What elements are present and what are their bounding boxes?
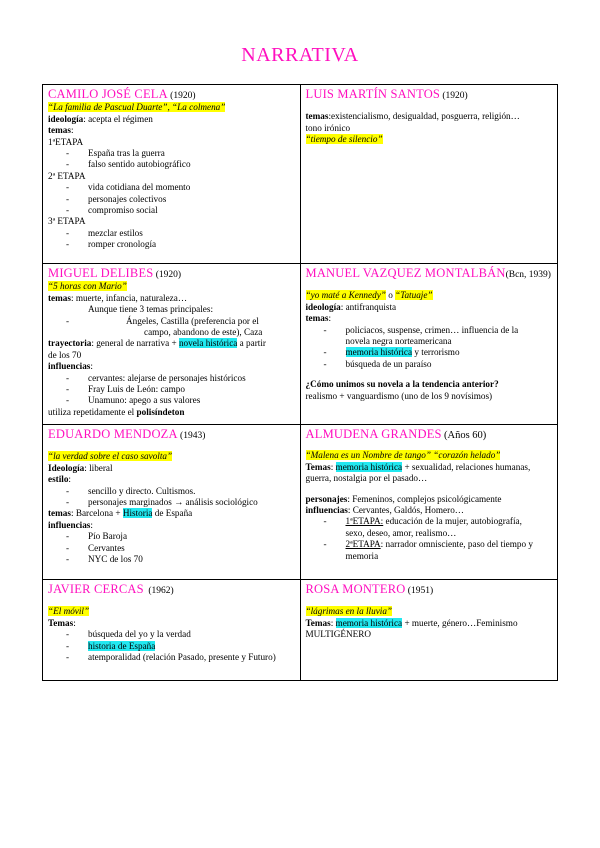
cell-cela xyxy=(43,85,301,264)
author-name: EDUARDO MENDOZA xyxy=(48,427,178,441)
works-title: “5 horas con Mario” xyxy=(48,281,127,292)
cell-cercas xyxy=(43,580,301,681)
works-title: “tiempo de silencio” xyxy=(305,134,383,145)
temas-text: + sexualidad, relaciones humanas, xyxy=(402,461,531,472)
highlight-term: Historia xyxy=(122,508,153,519)
ideologia-text: : liberal xyxy=(84,462,113,473)
highlight-term: memoria histórica xyxy=(335,617,403,628)
list-item xyxy=(48,159,295,170)
list-item-text: - atemporalidad (relación Pasado, presente y Futuro) xyxy=(88,652,276,663)
etapa-label: 3ª ETAPA xyxy=(48,216,86,227)
list-item-text: - policiacos, suspense, crimen… influencia de la xyxy=(345,324,519,335)
list-item xyxy=(48,148,295,159)
list-item-text: - vida cotidiana del momento xyxy=(88,182,191,193)
tono-text: tono irónico xyxy=(305,122,351,133)
author-name: ROSA MONTERO xyxy=(305,582,406,596)
authors-table xyxy=(42,84,558,681)
cell-montero xyxy=(300,580,558,681)
highlight-term: memoria histórica xyxy=(335,461,403,472)
trayectoria-text: a partir xyxy=(237,338,266,349)
author-name: ALMUDENA GRANDES xyxy=(305,427,442,441)
ideologia-text: : acepta el régimen xyxy=(83,113,153,124)
works-title: “El móvil” xyxy=(48,606,90,617)
author-year: (1951) xyxy=(407,586,434,596)
list-item xyxy=(48,652,295,663)
etapa-text: educación de la mujer, autobiografía, xyxy=(383,516,522,527)
list-item xyxy=(306,516,553,527)
temas-intro: Aunque tiene 3 temas principales: xyxy=(88,304,214,315)
style-term: polisíndeton xyxy=(136,406,185,417)
style-note: utiliza repetidamente el xyxy=(48,406,137,417)
list-item xyxy=(48,554,295,565)
etapa-label: 2ª ETAPA xyxy=(48,170,86,181)
list-item-text: - compromiso social xyxy=(88,205,158,216)
list-item xyxy=(48,543,295,554)
temas-text: : xyxy=(330,461,336,472)
author-name: MIGUEL DELIBES xyxy=(48,266,154,280)
works-connector: o xyxy=(385,290,396,301)
highlight-term: memoria histórica xyxy=(345,347,413,358)
label-ideologia: Ideología xyxy=(48,462,85,473)
label-influencias: influencias xyxy=(305,505,348,516)
label-ideologia: ideología xyxy=(48,113,84,124)
label-estilo: estilo xyxy=(48,474,69,485)
colon: : xyxy=(90,361,93,372)
list-item-text xyxy=(324,347,553,358)
list-item-continuation: campo, abandono de este), Caza xyxy=(144,327,263,338)
trayectoria-text: de los 70 xyxy=(48,349,82,360)
temas-text: :existencialismo, desigualdad, posguerra, religión… xyxy=(328,111,520,122)
answer-text: realismo + vanguardismo (uno de los 9 novísimos) xyxy=(305,390,493,401)
works-title: “lágrimas en la lluvia” xyxy=(305,606,393,617)
label-influencias: influencias xyxy=(48,519,91,530)
list-item-text: - falso sentido autobiográfico xyxy=(88,159,191,170)
list-item xyxy=(48,384,295,395)
label-temas: temas xyxy=(48,292,71,303)
author-meta: (Años 60) xyxy=(444,430,487,441)
list-item-text xyxy=(66,641,295,652)
label-temas: Temas xyxy=(48,617,74,628)
list-item-text: - mezclar estilos xyxy=(88,227,143,238)
temas-text: guerra, nostalgia por el pasado… xyxy=(305,473,428,484)
label-ideologia: ideología xyxy=(305,301,341,312)
page-title: NARRATIVA xyxy=(241,44,359,66)
list-item xyxy=(48,239,295,250)
list-item-continuation: novela negra norteamericana xyxy=(345,336,452,347)
list-item-continuation: memoria xyxy=(345,550,379,561)
colon: : xyxy=(68,474,71,485)
list-item xyxy=(48,182,295,193)
author-year: (1920) xyxy=(170,91,196,101)
label-temas: temas xyxy=(48,125,71,136)
colon: : xyxy=(328,313,332,324)
list-item-text: - Ángeles, Castilla (preferencia por el xyxy=(126,315,259,326)
list-item xyxy=(48,194,295,205)
works-title: “la verdad sobre el caso savolta” xyxy=(48,451,173,462)
author-year: (1962) xyxy=(148,586,174,596)
temas-text: + muerte, género…Feminismo xyxy=(402,617,518,628)
list-item-text: - Unamuno: apego a sus valores xyxy=(88,395,201,406)
label-temas: temas xyxy=(48,508,71,519)
etapa-label: 1ªETAPA xyxy=(48,136,84,147)
temas-text: : Barcelona + xyxy=(70,508,123,519)
trayectoria-text: : general de narrativa + xyxy=(91,338,179,349)
cell-grandes xyxy=(300,425,558,580)
list-item xyxy=(48,641,295,652)
etapa-label: 2ªETAPA xyxy=(345,539,381,550)
list-item-text xyxy=(324,516,553,527)
works-title: “yo maté a Kennedy” xyxy=(305,290,386,301)
list-item-text: - búsqueda de un paraíso xyxy=(345,358,432,369)
list-item-text-rest: y terrorismo xyxy=(412,347,460,358)
author-meta: (Bcn, 1939) xyxy=(505,270,551,280)
etapa-label: 1ªETAPA: xyxy=(345,516,384,527)
list-item-text: - sencillo y directo. Cultismos. xyxy=(88,485,196,496)
author-year: (1920) xyxy=(442,91,468,101)
list-item xyxy=(48,395,295,406)
personajes-text: : Femeninos, complejos psicológicamente xyxy=(347,493,502,504)
cell-mendoza xyxy=(43,425,301,580)
label-influencias: influencias xyxy=(48,361,91,372)
list-item xyxy=(306,359,553,370)
cell-martin-santos xyxy=(300,85,558,264)
ideologia-text: : antifranquista xyxy=(340,301,397,312)
temas-text: : muerte, infancia, naturaleza… xyxy=(70,292,188,303)
list-item xyxy=(48,316,295,327)
list-item-text xyxy=(324,539,553,550)
author-year: (1920) xyxy=(155,270,182,280)
list-item xyxy=(306,325,553,336)
list-item-text: - personajes colectivos xyxy=(88,193,167,204)
list-item xyxy=(48,531,295,542)
list-item-text: - cervantes: alejarse de personajes históricos xyxy=(88,372,246,383)
list-item xyxy=(48,205,295,216)
works-title: “La familia de Pascual Duarte”, “La colmena” xyxy=(48,102,226,113)
question-text: ¿Cómo unimos su novela a la tendencia anterior? xyxy=(305,379,499,390)
temas-text: de España xyxy=(152,508,193,519)
colon: : xyxy=(73,617,76,628)
colon: : xyxy=(90,519,93,530)
cell-delibes xyxy=(43,264,301,425)
author-name: JAVIER CERCAS xyxy=(48,582,144,596)
list-item xyxy=(306,347,553,358)
influencias-text: : Cervantes, Galdós, Homero… xyxy=(347,505,464,516)
label-personajes: personajes xyxy=(305,493,348,504)
highlight-term: novela histórica xyxy=(178,338,238,349)
list-item xyxy=(48,486,295,497)
author-name: LUIS MARTÍN SANTOS xyxy=(305,87,441,101)
genre-text: MULTIGÉNERO xyxy=(305,629,372,640)
author-year: (1943) xyxy=(180,431,206,441)
label-temas: Temas xyxy=(305,461,331,472)
list-item-text: - NYC de los 70 xyxy=(88,554,143,565)
list-item-text: - Cervantes xyxy=(88,542,125,553)
list-item-text: - romper cronología xyxy=(88,239,157,250)
colon: : xyxy=(70,125,74,136)
label-temas: temas xyxy=(305,313,329,324)
list-item-text: - Pío Baroja xyxy=(88,531,128,542)
list-item xyxy=(48,373,295,384)
label-trayectoria: trayectoria xyxy=(48,338,92,349)
temas-text: : xyxy=(330,617,336,628)
list-item-text: - Fray Luis de León: campo xyxy=(88,384,185,395)
list-item-text: - España tras la guerra xyxy=(88,148,165,159)
highlight-term: historia de España xyxy=(88,640,156,651)
list-item-continuation: sexo, deseo, amor, realismo… xyxy=(345,527,457,538)
cell-montalban xyxy=(300,264,558,425)
label-temas: Temas xyxy=(305,617,331,628)
list-item xyxy=(48,228,295,239)
author-name: CAMILO JOSÉ CELA xyxy=(48,87,168,101)
etapa-text: : narrador omnisciente, paso del tiempo y xyxy=(380,539,533,550)
list-item xyxy=(48,497,295,508)
works-title: “Malena es un Nombre de tango” “corazón helado” xyxy=(305,450,501,461)
works-title: “Tatuaje” xyxy=(395,290,433,301)
list-item xyxy=(48,629,295,640)
list-item-text: - búsqueda del yo y la verdad xyxy=(88,629,191,640)
label-temas: temas xyxy=(305,111,329,122)
author-name: MANUEL VAZQUEZ MONTALBÁN xyxy=(305,266,506,280)
list-item-text: - personajes marginados → análisis sociológico xyxy=(88,497,258,508)
list-item xyxy=(306,539,553,550)
